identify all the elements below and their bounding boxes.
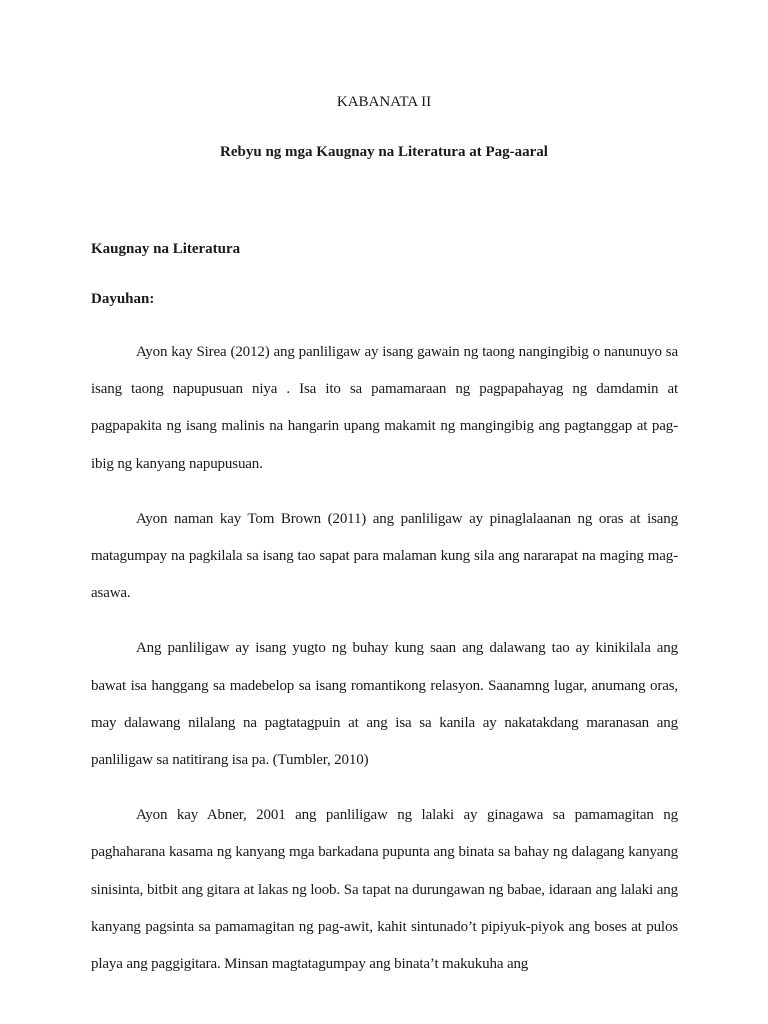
body-text <box>91 334 678 1001</box>
paragraph: Ang panliligaw ay isang yugto ng buhay kung saan ang dalawang tao ay kinikilala ang bawat isa hanggang sa madebelop sa isang romantikong relasyon. Saanamng lugar, anumang oras, may dalawang nilalang na pagtatagpuin at ang isa sa kanila ay nakatakdang maranasan ang panliligaw sa natitirang isa pa. (Tumbler, 2010) <box>91 640 678 769</box>
chapter-subtitle: Rebyu ng mga Kaugnay na Literatura at Pag-aaral <box>220 144 548 160</box>
section-heading: Kaugnay na Literatura <box>91 241 241 257</box>
chapter-title: KABANATA II <box>336 94 432 110</box>
subsection-heading: Dayuhan: <box>91 291 155 307</box>
paragraph: Ayon kay Sirea (2012) ang panliligaw ay isang gawain ng taong nangingibig o nanunuyo sa isang taong napupusuan niya . Isa ito sa pamamaraan ng pagpapahayag ng damdamin at pagpapakita ng isang malinis na hangarin upang makamit ng mangingibig ang pagtanggap at pag-ibig ng kanyang napupusuan. <box>91 344 678 472</box>
paragraph: Ayon naman kay Tom Brown (2011) ang panliligaw ay pinaglalaanan ng oras at isang matagumpay na pagkilala sa isang tao sapat para malaman kung sila ang nararapat na maging mag-asawa. <box>91 510 678 602</box>
paragraph: Ayon kay Abner, 2001 ang panliligaw ng lalaki ay ginagawa sa pamamagitan ng paghaharana kasama ng kanyang mga barkadana pupunta ang binata sa bahay ng dalagang kanyang sinisinta, bitbit ang gitara at lakas ng loob. Sa tapat na durungawan ng babae, idaraan ang lalaki ang kanyang pagsinta sa pamamagitan ng pag-awit, kahit sintunado’t pipiyuk-piyok ang boses at pulos playa ang paggigitara. Minsan magtatagumpay ang binata’t makukuha ang <box>91 807 678 973</box>
